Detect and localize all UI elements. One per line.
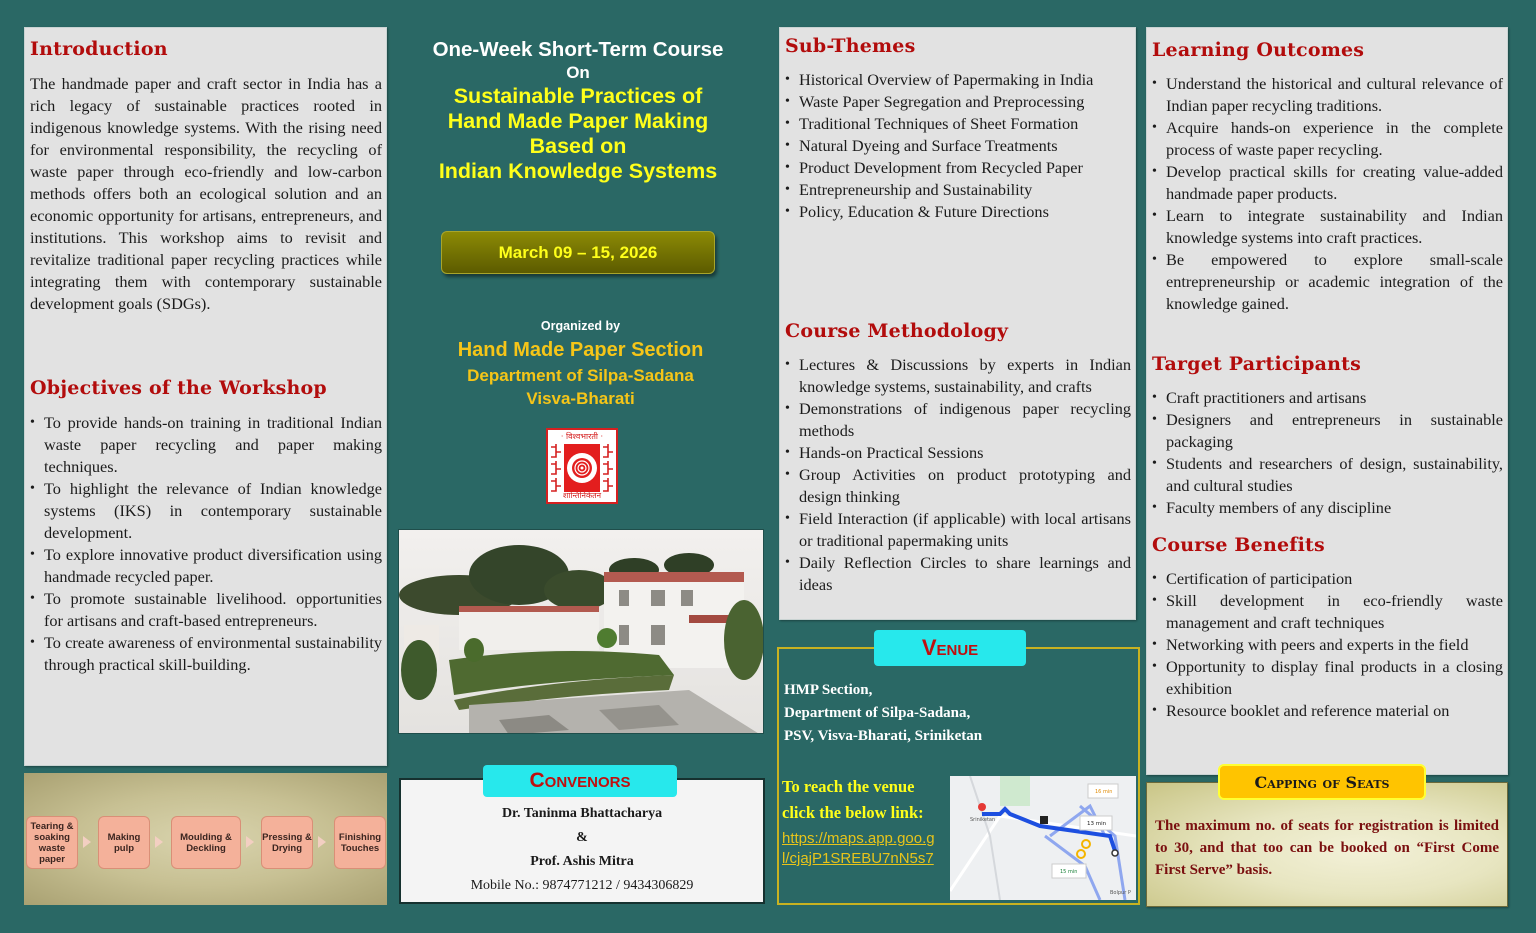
list-item: • Develop practical skills for creating value-added handmade paper products.: [1152, 161, 1503, 205]
venue-directions-line: To reach the venue: [782, 777, 915, 796]
organizer-university: Visva-Bharati: [526, 389, 635, 408]
arrow-right-icon: [246, 836, 254, 848]
campus-building-image: [399, 530, 764, 734]
map-place-label: Bolpur P: [1110, 890, 1131, 896]
venue-address-line: PSV, Visva-Bharati, Sriniketan: [784, 728, 983, 744]
learning-outcomes-list: [1152, 73, 1503, 315]
list-item: • To explore innovative product diversification using handmade recycled paper.: [30, 544, 382, 588]
venue-directions: [782, 774, 924, 826]
list-item: • Craft practitioners and artisans: [1152, 387, 1503, 409]
process-step: Moulding & Deckling: [171, 816, 241, 869]
introduction-heading: Introduction: [30, 38, 168, 60]
learning-outcomes-panel: [1146, 27, 1508, 775]
venue-heading: Venue: [874, 630, 1026, 666]
list-item: • Policy, Education & Future Directions: [785, 201, 1131, 223]
list-item: • Hands-on Practical Sessions: [785, 442, 1131, 464]
course-title-line: Based on: [529, 134, 627, 158]
logo-top-text: · विश्वभारती ·: [560, 432, 604, 441]
methodology-heading: Course Methodology: [785, 320, 1009, 342]
convenor-mobile: Mobile No.: 9874771212 / 9434306829: [470, 878, 694, 893]
course-date-badge: March 09 – 15, 2026: [441, 231, 715, 274]
list-item: • Opportunity to display final products in a closing exhibition: [1152, 656, 1503, 700]
list-item: • Product Development from Recycled Paper: [785, 157, 1131, 179]
logo-bottom-text: शान्तिनिकेतन: [562, 491, 602, 500]
process-step: Finishing Touches: [334, 816, 386, 869]
course-benefits-heading: Course Benefits: [1152, 534, 1325, 556]
sub-themes-list: [785, 69, 1131, 223]
venue-address-line: Department of Silpa-Sadana,: [784, 705, 971, 721]
list-item: • Natural Dyeing and Surface Treatments: [785, 135, 1131, 157]
introduction-panel: [24, 27, 387, 766]
convenor-name-1: Dr. Taninma Bhattacharya: [501, 806, 663, 821]
arrow-right-icon: [83, 836, 91, 848]
convenors-heading: Convenors: [483, 765, 677, 797]
list-item: • Be empowered to explore small-scale entrepreneurship or academic integration of the knowledge gained.: [1152, 249, 1503, 315]
venue-box: [777, 647, 1140, 905]
map-route-time: 13 min: [1087, 821, 1107, 827]
organized-by-label: Organized by: [540, 319, 621, 333]
map-route-time: 15 min: [1060, 869, 1078, 875]
process-step: Tearing & soaking waste paper: [26, 816, 78, 869]
visva-bharati-logo: [546, 428, 618, 504]
list-item: • Field Interaction (if applicable) with local artisans or traditional papermaking units: [785, 508, 1131, 552]
list-item: • Acquire hands-on experience in the complete process of waste paper recycling.: [1152, 117, 1503, 161]
list-item: • Understand the historical and cultural relevance of Indian paper recycling traditions.: [1152, 73, 1503, 117]
learning-outcomes-heading: Learning Outcomes: [1152, 39, 1365, 61]
list-item: • Demonstrations of indigenous paper recycling methods: [785, 398, 1131, 442]
organizer-section: Hand Made Paper Section: [457, 339, 704, 361]
convenor-name-2: Prof. Ashis Mitra: [530, 854, 634, 869]
objectives-heading: Objectives of the Workshop: [30, 377, 327, 399]
target-participants-list: [1152, 387, 1503, 519]
campus-photo: [398, 529, 764, 734]
list-item: • Lectures & Discussions by experts in Indian knowledge systems, sustainability, and crafts: [785, 354, 1131, 398]
list-item: • To provide hands-on training in traditional Indian waste paper recycling and paper making techniques.: [30, 412, 382, 478]
target-participants-heading: Target Participants: [1152, 353, 1361, 375]
methodology-list: [785, 354, 1131, 596]
list-item: • Certification of participation: [1152, 568, 1503, 590]
list-item: • Resource booklet and reference material on: [1152, 700, 1503, 722]
course-benefits-list: [1152, 568, 1503, 722]
seat-capping-box: [1146, 782, 1508, 907]
list-item: • To create awareness of environmental sustainability through practical skill-building.: [30, 632, 382, 676]
venue-address: [784, 679, 982, 748]
convenor-ampersand: &: [576, 830, 588, 845]
list-item: • Faculty members of any discipline: [1152, 497, 1503, 519]
list-item: • Networking with peers and experts in the field: [1152, 634, 1503, 656]
course-type-title: One-Week Short-Term Course: [432, 38, 724, 61]
list-item: • Group Activities on product prototyping and design thinking: [785, 464, 1131, 508]
list-item: • To promote sustainable livelihood. opportunities for artisans and craft-based entrepreneurs.: [30, 588, 382, 632]
sub-themes-panel: [779, 27, 1136, 620]
course-title-line: Hand Made Paper Making: [447, 109, 709, 133]
process-step: Making pulp: [98, 816, 150, 869]
organizer-department: Department of Silpa-Sadana: [467, 366, 694, 385]
list-item: • Designers and entrepreneurs in sustainable packaging: [1152, 409, 1503, 453]
list-item: • Skill development in eco-friendly waste management and craft techniques: [1152, 590, 1503, 634]
objectives-list: [30, 412, 382, 676]
venue-directions-line: click the below link:: [782, 803, 924, 822]
map-place-label: Sriniketan: [970, 817, 996, 823]
venue-map-thumbnail[interactable]: [950, 776, 1136, 900]
course-title-line: Indian Knowledge Systems: [438, 159, 718, 183]
list-item: • Learn to integrate sustainability and Indian knowledge systems into craft practices.: [1152, 205, 1503, 249]
seat-capping-heading: Capping of Seats: [1218, 764, 1426, 800]
introduction-text: The handmade paper and craft sector in India has a rich legacy of sustainable practices rooted in indigenous knowledge systems. With the rising need for environmental responsibility, the recycling of waste paper through eco-friendly and low-carbon methods offers both an ecological solution and an economic opportunity for artisans, entrepreneurs, and institutions. This workshop aims to revisit and revitalize traditional paper recycling practices while integrating them with contemporary sustainable development goals (SDGs).: [30, 74, 382, 313]
swastika-emblem-icon: [548, 442, 616, 494]
arrow-right-icon: [318, 836, 326, 848]
seat-capping-text: The maximum no. of seats for registration is limited to 30, and that too can be booked on “First Come First Serve” basis.: [1155, 818, 1499, 878]
arrow-right-icon: [155, 836, 163, 848]
list-item: • Daily Reflection Circles to share learnings and ideas: [785, 552, 1131, 596]
map-route-time: 16 min: [1095, 789, 1113, 795]
list-item: • To highlight the relevance of Indian knowledge systems (IKS) in contemporary sustainable development.: [30, 478, 382, 544]
venue-address-line: HMP Section,: [784, 682, 873, 698]
sub-themes-heading: Sub-Themes: [785, 35, 916, 57]
list-item: • Historical Overview of Papermaking in India: [785, 69, 1131, 91]
list-item: • Waste Paper Segregation and Preprocessing: [785, 91, 1131, 113]
list-item: • Traditional Techniques of Sheet Formation: [785, 113, 1131, 135]
course-title-line: Sustainable Practices of: [453, 84, 703, 108]
list-item: • Entrepreneurship and Sustainability: [785, 179, 1131, 201]
list-item: • Students and researchers of design, sustainability, and cultural studies: [1152, 453, 1503, 497]
venue-map-link[interactable]: https://maps.app.goo.gl/cjajP1SREBU7nN5s7: [782, 830, 935, 867]
papermaking-process-diagram: [24, 773, 387, 905]
title-on: On: [566, 63, 590, 82]
process-step: Pressing & Drying: [261, 816, 313, 869]
